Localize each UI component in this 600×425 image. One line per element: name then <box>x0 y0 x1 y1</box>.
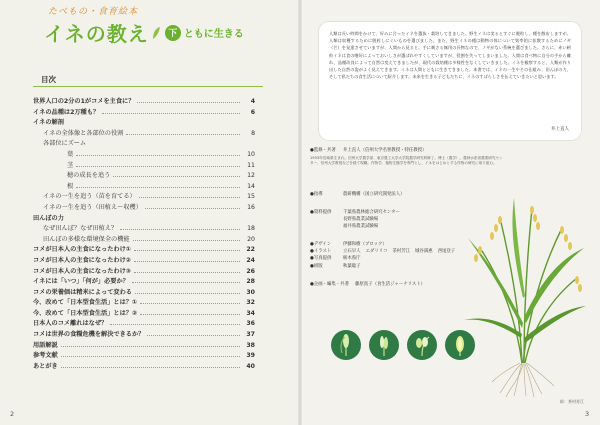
toc-item-label: 今、改めて「日本型食生活」とは？② <box>33 309 138 317</box>
toc-leader-dots <box>61 362 240 368</box>
toc-leader-dots <box>133 235 240 241</box>
toc-leader-dots <box>61 351 240 357</box>
toc-item <box>33 318 255 329</box>
toc-item-label: コメは世界の食糧危機を解決できるか？ <box>33 331 145 339</box>
illustration-caption: 絵：茶村芳江 <box>560 399 584 404</box>
toc-leader-dots <box>113 171 240 177</box>
toc-leader-dots <box>126 129 240 135</box>
toc-item-label: 根 <box>67 182 74 190</box>
credit-role: ●資料提供 <box>310 210 332 215</box>
toc-item-label: 日本人のコメ離れはなぜ？ <box>33 320 108 328</box>
toc-item-page: 36 <box>246 320 255 328</box>
toc-item-label: あとがき <box>33 362 58 370</box>
toc-item-page: 18 <box>247 225 255 233</box>
credit-name: 西尾登子 <box>437 249 456 255</box>
book-title: イネの教え <box>44 22 149 46</box>
toc-leader-dots <box>139 192 240 198</box>
toc-item <box>33 361 255 372</box>
toc-item <box>33 340 255 351</box>
credit-name: 栃木県庁 <box>343 256 361 262</box>
toc-item-label: イネの一生を追う（田植え〜収穫） <box>43 203 142 211</box>
toc-item-label: 参考文献 <box>33 352 58 360</box>
credit-role: ●デザイン <box>310 242 332 247</box>
toc-item <box>33 244 255 255</box>
toc-item-page: 10 <box>247 150 255 158</box>
toc-item-page: 26 <box>246 267 255 275</box>
series-title: たべもの・食育絵本 <box>48 7 139 17</box>
credit-name: 千葉県農林総合研究センター <box>343 210 400 215</box>
toc-item-label: 用語解説 <box>33 341 58 349</box>
toc-leader-dots <box>102 108 240 114</box>
toc-leader-dots <box>140 298 240 304</box>
toc-item-page: 28 <box>246 278 255 286</box>
toc-item <box>33 160 255 171</box>
toc-item <box>33 223 255 234</box>
page-number-right: 3 <box>585 410 590 418</box>
toc-item-label: イネの一生を追う（苗を育てる） <box>43 193 136 201</box>
credit-name: 立石早人 <box>343 249 361 255</box>
toc-leader-dots <box>134 267 240 273</box>
book-subtitle: ともに生きる <box>183 29 244 40</box>
credit-name: エダリリコ <box>365 249 388 255</box>
toc-item <box>33 350 255 361</box>
rice-plant-illustration <box>462 178 587 398</box>
toc-item-label: 世界人口の2分の1がコメを主食に？ <box>33 98 135 105</box>
toc-item <box>33 107 255 118</box>
toc-leader-dots <box>110 319 240 325</box>
toc-item-page: 16 <box>247 203 255 211</box>
page-number-left: 2 <box>10 410 15 418</box>
toc-item <box>33 276 255 287</box>
supervisor-bio: 1953年長崎県生まれ。信州大学農学部、東京農工大学大学院農学研究科修了。博士（農学）。農林水産省農業研究センター、信州大学教授などを経て現職。作物学、植物生態学を専門とし、イネをはじめとする作物の研究に取り組む。 <box>310 156 503 166</box>
credit-role: ●写真提供 <box>310 256 332 262</box>
rice-ear-stage-icon <box>407 330 437 360</box>
toc-item <box>33 96 255 107</box>
toc-item-page: 4 <box>250 98 255 105</box>
toc-item <box>33 297 255 308</box>
toc-item-label: 穂の成長を追う <box>67 172 111 180</box>
leaf-icon <box>151 26 161 40</box>
toc-item-page: 38 <box>246 341 255 349</box>
toc-item-label: イネの全体像と各部位の役割 <box>43 129 124 137</box>
toc-leader-dots <box>61 341 240 347</box>
rice-ear-stage-icon <box>331 330 361 360</box>
toc-item <box>33 138 255 149</box>
toc-item-label: 茎 <box>67 161 74 169</box>
credit-name: 伊藤和樹（ブロック） <box>343 242 387 247</box>
toc-item-page: 22 <box>246 246 255 254</box>
toc-item-label: 今、改めて「日本型食生活」とは？① <box>33 299 138 307</box>
credit-supervisor <box>310 147 510 167</box>
toc-item <box>33 191 255 202</box>
intro-signature: 井上直人 <box>551 127 569 132</box>
toc-item <box>33 213 255 224</box>
toc-item <box>33 117 255 128</box>
toc-item-page: 11 <box>247 161 255 169</box>
toc-item <box>33 202 255 213</box>
toc-item-page: 8 <box>251 129 255 137</box>
toc-leader-dots <box>147 330 240 336</box>
toc-item-label: イネの解剖 <box>33 119 64 127</box>
toc-item-label: 各部位にズーム <box>43 140 87 148</box>
toc-item-label: イネには「いつ」「何が」必要か？ <box>33 278 129 286</box>
book-gutter <box>298 0 302 425</box>
toc-leader-dots <box>76 150 240 156</box>
toc-item <box>33 128 255 139</box>
toc-item <box>33 308 255 319</box>
toc-item <box>33 287 255 298</box>
toc-item-page: 20 <box>247 235 255 243</box>
toc-divider <box>33 86 263 87</box>
toc-item-page: 34 <box>246 309 255 317</box>
credit-role: ●監修・共著 <box>310 148 336 153</box>
credit-name: 茶村芳江 <box>392 249 411 255</box>
toc-item-page: 24 <box>246 256 255 264</box>
toc-item-label: コメが日本人の主食になったわけ② <box>33 256 132 264</box>
toc-item-label: コメが日本人の主食になったわけ③ <box>33 267 132 275</box>
toc-item-page: 32 <box>246 299 255 307</box>
book-title-row <box>44 18 244 47</box>
toc-leader-dots <box>135 288 240 294</box>
toc-item <box>33 255 255 266</box>
credit-name: 農研機構（国立研究開発法人） <box>343 192 405 197</box>
toc-leader-dots <box>137 97 240 103</box>
credit-name: 福井県農業試験場 <box>343 224 379 230</box>
toc-leader-dots <box>134 256 240 262</box>
toc-item-page: 40 <box>246 362 255 370</box>
toc-item-label: なぜ田んぼ？なぜ田植え？ <box>43 225 118 233</box>
credit-name: 藤原真子（食生活ジャーナリスト） <box>355 282 426 287</box>
toc-item-page: 12 <box>247 172 255 180</box>
toc-leader-dots <box>76 161 240 167</box>
toc-leader-dots <box>76 182 240 188</box>
credit-role: ●企画・編集・共著 <box>310 282 349 287</box>
toc-item-label: イネの品種は2万種も？ <box>33 108 100 116</box>
toc-item-label: 田んぼの力 <box>33 214 64 222</box>
credit-name: 城谷満惠 <box>415 249 433 255</box>
toc-leader-dots <box>132 277 240 283</box>
toc-item <box>33 234 255 245</box>
toc-item-page: 15 <box>247 193 255 201</box>
table-of-contents <box>33 96 255 371</box>
credit-name: 長野県農業試験場 <box>343 217 379 223</box>
toc-leader-dots <box>134 245 240 251</box>
toc-item <box>33 329 255 340</box>
toc-leader-dots <box>145 203 240 209</box>
growth-stage-circles <box>331 330 475 360</box>
toc-leader-dots <box>120 224 240 230</box>
toc-item-label: コメの栄養価は精米によって変わる <box>33 288 132 296</box>
intro-box <box>319 22 581 140</box>
toc-leader-dots <box>140 309 240 315</box>
toc-item <box>33 149 255 160</box>
toc-item <box>33 266 255 277</box>
toc-item-page: 14 <box>247 182 255 190</box>
credit-role: ●指導 <box>310 192 323 197</box>
credit-role: ●組版 <box>310 263 323 269</box>
intro-text: 人類は長い時間をかけて、好みに合ったイネを選抜・栽培してきました。野生イネは実るとすぐに脱粒し、種を散布しますが、人類は収穫するために脱粒しにくいものを選びました。また、野生イネの種は動物の体について効率的に拡散するためにノギ（芒）を発達させていますが、人間から見ると、手に刺さる無用の長物なので、ノギがない系統を選びました。さらに、赤い籾粒イネは食の嗜好によっておいしさが選ばれやすくしていますが、役割を失ってしまいました。人間は食べ物に自分の手から離れ、品種改良によって自然は変えてきましたが、現代の栽培種は多様性をなくしていきました。イネを観察すると、人類が作り出した自然の姿がよく見えてきます。イネは人間とともに生きてきました。本書では、イネの一生やその仕組み、田んぼの力、そして私たちの食生活について紹介します。未来を生きる子どもたちに、イネのすばらしさを伝えていきたいと思います。 <box>329 31 571 80</box>
toc-item-label: 田んぼの多様な環境保全の機能 <box>43 235 130 243</box>
toc-item <box>33 170 255 181</box>
toc-item-page: 37 <box>246 331 255 339</box>
credit-name: 井上直人（信州大学名誉教授・特任教授） <box>343 148 427 153</box>
toc-heading: 目次 <box>41 75 56 84</box>
toc-item-page: 39 <box>246 352 255 360</box>
toc-item-page: 6 <box>250 108 255 116</box>
toc-item <box>33 181 255 192</box>
volume-badge: 下 <box>165 25 181 41</box>
credit-name: 秋葉聡子 <box>343 263 361 269</box>
credit-role: ●イラスト <box>310 249 332 255</box>
rice-ear-stage-icon <box>369 330 399 360</box>
toc-item-label: 葉 <box>67 150 74 158</box>
toc-item-page: 30 <box>246 288 255 296</box>
toc-item-label: コメが日本人の主食になったわけ① <box>33 246 132 254</box>
